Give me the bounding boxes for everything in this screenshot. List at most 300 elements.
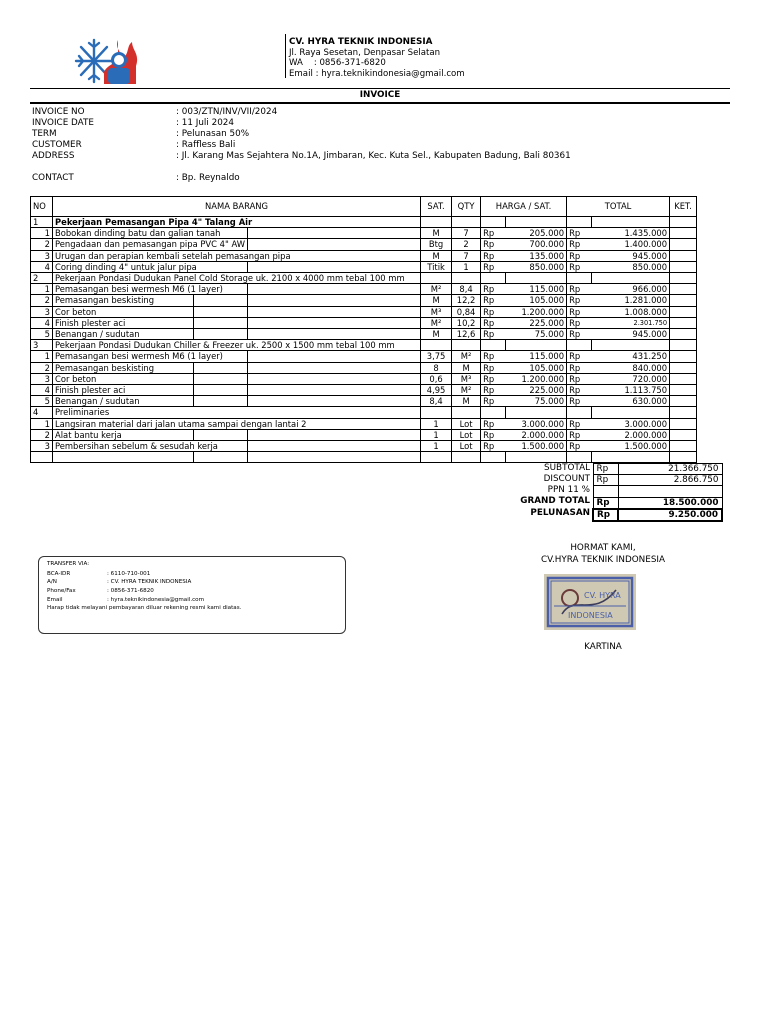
- signature-block: [508, 542, 698, 566]
- meta-value: : Raffless Bali: [176, 140, 236, 150]
- meta-value: : 003/ZTN/INV/VII/2024: [176, 107, 278, 117]
- item-unit: 1: [421, 441, 452, 452]
- item-total: 945.000: [592, 250, 670, 261]
- meta-label: CUSTOMER: [32, 140, 82, 150]
- item-price: 225.000: [506, 317, 567, 328]
- item-total-currency: Rp: [567, 351, 592, 362]
- item-note: [670, 396, 697, 407]
- meta-label: INVOICE NO: [32, 107, 85, 117]
- header-price: HARGA / SAT.: [481, 197, 567, 217]
- empty-cell: [481, 340, 506, 351]
- table-row: [31, 306, 697, 317]
- item-total: 945.000: [592, 329, 670, 340]
- empty-cell: [248, 362, 421, 373]
- empty-cell: [193, 385, 247, 396]
- empty-cell: [248, 239, 421, 250]
- empty-cell: [248, 228, 421, 239]
- item-no: 2: [31, 362, 53, 373]
- empty-cell: [670, 217, 697, 228]
- transfer-value: : 0856-371-6820: [107, 588, 154, 594]
- item-no: 3: [31, 441, 53, 452]
- table-row: [31, 418, 697, 429]
- table-row: [31, 362, 697, 373]
- table-row: [31, 295, 697, 306]
- transfer-note: Harap tidak melayani pembayaran diluar rekening resmi kami diatas.: [47, 605, 242, 611]
- item-total-currency: Rp: [567, 295, 592, 306]
- item-total: 1.500.000: [592, 441, 670, 452]
- item-qty: M³: [452, 373, 481, 384]
- empty-cell: [567, 452, 592, 463]
- item-total-currency: Rp: [567, 228, 592, 239]
- item-price: 135.000: [506, 250, 567, 261]
- item-total: 720.000: [592, 373, 670, 384]
- item-price-currency: Rp: [481, 429, 506, 440]
- empty-cell: [592, 452, 670, 463]
- item-qty: M²: [452, 351, 481, 362]
- item-name: Cor beton: [53, 373, 194, 384]
- item-name: Coring dinding 4" untuk jalur pipa: [53, 261, 248, 272]
- meta-label: INVOICE DATE: [32, 118, 94, 128]
- item-no: 2: [31, 295, 53, 306]
- item-name: Pemasangan besi wermesh M6 (1 layer): [53, 284, 248, 295]
- empty-cell: [31, 452, 53, 463]
- empty-cell: [567, 407, 592, 418]
- item-no: 4: [31, 261, 53, 272]
- empty-cell: [421, 217, 452, 228]
- transfer-title: TRANSFER VIA:: [47, 561, 90, 567]
- item-total-currency: Rp: [567, 250, 592, 261]
- table-row: [31, 317, 697, 328]
- item-note: [670, 329, 697, 340]
- empty-cell: [452, 407, 481, 418]
- empty-cell: [193, 452, 247, 463]
- item-total: 630.000: [592, 396, 670, 407]
- item-total-currency: Rp: [567, 239, 592, 250]
- empty-cell: [670, 407, 697, 418]
- item-qty: M: [452, 396, 481, 407]
- item-no: 1: [31, 284, 53, 295]
- section-row: [31, 273, 697, 284]
- item-total: 1.008.000: [592, 306, 670, 317]
- totals-box: [592, 463, 747, 522]
- section-title: Pekerjaan Pondasi Dudukan Panel Cold Storage uk. 2100 x 4000 mm tebal 100 mm: [53, 273, 421, 284]
- signer-name: KARTINA: [584, 642, 622, 652]
- empty-cell: [506, 340, 567, 351]
- item-price-currency: Rp: [481, 373, 506, 384]
- ppn-label: PPN 11 %: [547, 485, 590, 495]
- empty-cell: [670, 273, 697, 284]
- item-note: [670, 385, 697, 396]
- empty-cell: [53, 452, 194, 463]
- item-price-currency: Rp: [481, 228, 506, 239]
- empty-cell: [193, 295, 247, 306]
- empty-cell: [481, 452, 506, 463]
- empty-cell: [248, 284, 421, 295]
- section-no: 1: [31, 217, 53, 228]
- item-unit: 1: [421, 429, 452, 440]
- transfer-value: : hyra.teknikindonesia@gmail.com: [107, 597, 205, 603]
- empty-cell: [481, 273, 506, 284]
- item-qty: 2: [452, 239, 481, 250]
- section-row: [31, 340, 697, 351]
- item-no: 3: [31, 250, 53, 261]
- empty-cell: [248, 261, 421, 272]
- item-price: 850.000: [506, 261, 567, 272]
- item-no: 4: [31, 317, 53, 328]
- meta-value: : Bp. Reynaldo: [176, 173, 240, 183]
- item-qty: 0,84: [452, 306, 481, 317]
- item-price-currency: Rp: [481, 418, 506, 429]
- meta-label: CONTACT: [32, 173, 74, 183]
- item-no: 1: [31, 228, 53, 239]
- item-total: 850.000: [592, 261, 670, 272]
- table-row: [31, 396, 697, 407]
- item-name: Cor beton: [53, 306, 194, 317]
- empty-cell: [452, 340, 481, 351]
- item-unit: 1: [421, 418, 452, 429]
- item-unit: Titik: [421, 261, 452, 272]
- item-qty: Lot: [452, 441, 481, 452]
- item-total-currency: Rp: [567, 261, 592, 272]
- item-total: 1.435.000: [592, 228, 670, 239]
- item-name: Finish plester aci: [53, 317, 194, 328]
- empty-cell: [248, 373, 421, 384]
- item-total-currency: Rp: [567, 441, 592, 452]
- item-total-currency: Rp: [567, 329, 592, 340]
- pelunasan-label: PELUNASAN: [530, 508, 590, 518]
- item-no: 5: [31, 396, 53, 407]
- item-price: 2.000.000: [506, 429, 567, 440]
- transfer-key: BCA-IDR: [47, 571, 71, 577]
- item-no: 1: [31, 351, 53, 362]
- item-total: 431.250: [592, 351, 670, 362]
- item-unit: 8: [421, 362, 452, 373]
- document-title: INVOICE: [359, 90, 401, 100]
- transfer-key: A/N: [47, 579, 57, 585]
- totals-row: [593, 497, 747, 509]
- item-qty: 12,2: [452, 295, 481, 306]
- item-name: Urugan dan perapian kembali setelah pemasangan pipa: [53, 250, 421, 261]
- meta-value: : Jl. Karang Mas Sejahtera No.1A, Jimbaran, Kec. Kuta Sel., Kabupaten Badung, Bali 80361: [176, 151, 571, 161]
- item-price: 225.000: [506, 385, 567, 396]
- item-name: Pemasangan besi wermesh M6 (1 layer): [53, 351, 248, 362]
- item-no: 3: [31, 306, 53, 317]
- item-price-currency: Rp: [481, 441, 506, 452]
- empty-cell: [421, 273, 452, 284]
- item-qty: Lot: [452, 429, 481, 440]
- table-row: [31, 329, 697, 340]
- item-unit: M: [421, 250, 452, 261]
- item-no: 5: [31, 329, 53, 340]
- item-total-currency: Rp: [567, 429, 592, 440]
- item-name: Pemasangan beskisting: [53, 295, 194, 306]
- item-unit: M²: [421, 284, 452, 295]
- header-unit: SAT.: [421, 197, 452, 217]
- item-note: [670, 351, 697, 362]
- transfer-key: Phone/Fax: [47, 588, 76, 594]
- empty-cell: [592, 340, 670, 351]
- grand-total-label: GRAND TOTAL: [520, 496, 590, 506]
- empty-cell: [506, 217, 567, 228]
- section-title: Preliminaries: [53, 407, 421, 418]
- empty-cell: [592, 407, 670, 418]
- item-note: [670, 317, 697, 328]
- item-name: Pembersihan sebelum & sesudah kerja: [53, 441, 248, 452]
- title-rule-bottom: [30, 102, 730, 104]
- empty-cell: [592, 273, 670, 284]
- item-unit: 8,4: [421, 396, 452, 407]
- item-unit: Btg: [421, 239, 452, 250]
- total-currency: Rp: [593, 497, 618, 509]
- item-price: 115.000: [506, 351, 567, 362]
- table-row: [31, 239, 697, 250]
- table-header-row: [31, 197, 697, 217]
- empty-cell: [248, 295, 421, 306]
- empty-cell: [567, 217, 592, 228]
- empty-cell: [452, 273, 481, 284]
- item-note: [670, 284, 697, 295]
- blank-row: [31, 452, 697, 463]
- item-note: [670, 362, 697, 373]
- table-row: [31, 284, 697, 295]
- table-row: [31, 351, 697, 362]
- item-no: 4: [31, 385, 53, 396]
- transfer-value: : CV. HYRA TEKNIK INDONESIA: [107, 579, 192, 585]
- company-logo: [74, 36, 142, 88]
- invoice-items-table: [30, 196, 697, 463]
- empty-cell: [193, 362, 247, 373]
- item-total-currency: Rp: [567, 362, 592, 373]
- item-total: 2.301.750: [592, 317, 670, 328]
- item-price-currency: Rp: [481, 329, 506, 340]
- item-unit: M: [421, 329, 452, 340]
- item-price: 75.000: [506, 396, 567, 407]
- item-unit: 4,95: [421, 385, 452, 396]
- company-email: Email : hyra.teknikindonesia@gmail.com: [289, 68, 465, 79]
- item-name: Benangan / sudutan: [53, 329, 194, 340]
- empty-cell: [248, 306, 421, 317]
- item-total: 3.000.000: [592, 418, 670, 429]
- item-total-currency: Rp: [567, 373, 592, 384]
- empty-cell: [193, 329, 247, 340]
- item-note: [670, 239, 697, 250]
- item-price: 700.000: [506, 239, 567, 250]
- company-info: [289, 37, 465, 79]
- item-price: 3.000.000: [506, 418, 567, 429]
- item-name: Langsiran material dari jalan utama sampai dengan lantai 2: [53, 418, 421, 429]
- item-note: [670, 373, 697, 384]
- empty-cell: [248, 329, 421, 340]
- empty-cell: [248, 429, 421, 440]
- transfer-info-box: [38, 556, 346, 634]
- item-qty: 8,4: [452, 284, 481, 295]
- item-price-currency: Rp: [481, 261, 506, 272]
- table-row: [31, 385, 697, 396]
- item-price: 105.000: [506, 362, 567, 373]
- item-total: 1.281.000: [592, 295, 670, 306]
- total-currency: Rp: [593, 509, 618, 521]
- empty-cell: [248, 452, 421, 463]
- empty-cell: [506, 407, 567, 418]
- empty-cell: [506, 273, 567, 284]
- transfer-value: : 6110-710-001: [107, 571, 151, 577]
- item-note: [670, 429, 697, 440]
- totals-row: [593, 509, 747, 521]
- table-row: [31, 441, 697, 452]
- section-row: [31, 407, 697, 418]
- item-price: 1.500.000: [506, 441, 567, 452]
- item-price: 1.200.000: [506, 306, 567, 317]
- item-total-currency: Rp: [567, 418, 592, 429]
- meta-label: ADDRESS: [32, 151, 75, 161]
- empty-cell: [670, 340, 697, 351]
- item-price-currency: Rp: [481, 295, 506, 306]
- company-stamp: [544, 574, 636, 630]
- item-total-currency: Rp: [567, 396, 592, 407]
- table-row: [31, 250, 697, 261]
- item-name: Pengadaan dan pemasangan pipa PVC 4" AW: [53, 239, 248, 250]
- empty-cell: [506, 452, 567, 463]
- header-qty: QTY: [452, 197, 481, 217]
- item-note: [670, 295, 697, 306]
- meta-value: : 11 Juli 2024: [176, 118, 234, 128]
- total-currency: Rp: [593, 475, 618, 486]
- item-price: 105.000: [506, 295, 567, 306]
- item-unit: M: [421, 295, 452, 306]
- item-note: [670, 250, 697, 261]
- totals-row: [593, 464, 747, 475]
- item-qty: 12,6: [452, 329, 481, 340]
- item-price: 115.000: [506, 284, 567, 295]
- empty-cell: [567, 273, 592, 284]
- item-qty: Lot: [452, 418, 481, 429]
- item-qty: 1: [452, 261, 481, 272]
- item-total: 2.000.000: [592, 429, 670, 440]
- item-price-currency: Rp: [481, 250, 506, 261]
- item-price: 1.200.000: [506, 373, 567, 384]
- item-qty: M²: [452, 385, 481, 396]
- item-price: 75.000: [506, 329, 567, 340]
- empty-cell: [193, 396, 247, 407]
- total-currency: Rp: [593, 464, 618, 475]
- item-qty: 10,2: [452, 317, 481, 328]
- item-price-currency: Rp: [481, 284, 506, 295]
- item-name: Alat bantu kerja: [53, 429, 194, 440]
- item-unit: 0,6: [421, 373, 452, 384]
- signature-company: CV.HYRA TEKNIK INDONESIA: [540, 555, 666, 565]
- item-total: 966.000: [592, 284, 670, 295]
- empty-cell: [481, 407, 506, 418]
- table-row: [31, 228, 697, 239]
- item-unit: M³: [421, 306, 452, 317]
- totals-row: [593, 475, 747, 486]
- table-row: [31, 261, 697, 272]
- empty-cell: [481, 217, 506, 228]
- section-title: Pekerjaan Pemasangan Pipa 4" Talang Air: [53, 217, 421, 228]
- empty-cell: [248, 317, 421, 328]
- item-unit: M: [421, 228, 452, 239]
- empty-cell: [248, 396, 421, 407]
- section-no: 4: [31, 407, 53, 418]
- empty-cell: [248, 351, 421, 362]
- table-row: [31, 429, 697, 440]
- item-total: 840.000: [592, 362, 670, 373]
- header-total: TOTAL: [567, 197, 670, 217]
- empty-cell: [592, 217, 670, 228]
- item-note: [670, 228, 697, 239]
- empty-cell: [248, 385, 421, 396]
- company-name: CV. HYRA TEKNIK INDONESIA: [289, 37, 433, 47]
- empty-cell: [193, 373, 247, 384]
- grand-total-value: 18.500.000: [618, 497, 722, 509]
- header-name: NAMA BARANG: [53, 197, 421, 217]
- item-total: 1.400.000: [592, 239, 670, 250]
- item-qty: M: [452, 362, 481, 373]
- empty-cell: [421, 340, 452, 351]
- item-price: 205.000: [506, 228, 567, 239]
- empty-cell: [567, 340, 592, 351]
- header-note: KET.: [670, 197, 697, 217]
- item-note: [670, 261, 697, 272]
- ppn-value: [618, 486, 722, 497]
- item-name: Pemasangan beskisting: [53, 362, 194, 373]
- item-name: Finish plester aci: [53, 385, 194, 396]
- meta-label: TERM: [32, 129, 57, 139]
- item-price-currency: Rp: [481, 239, 506, 250]
- pelunasan-value: 9.250.000: [618, 509, 722, 521]
- item-qty: 7: [452, 228, 481, 239]
- item-name: Benangan / sudutan: [53, 396, 194, 407]
- item-unit: 3,75: [421, 351, 452, 362]
- totals-row: [593, 486, 747, 497]
- total-currency: [593, 486, 618, 497]
- item-price-currency: Rp: [481, 306, 506, 317]
- discount-label: DISCOUNT: [543, 474, 590, 484]
- signature-greeting: HORMAT KAMI,: [570, 543, 636, 553]
- item-qty: 7: [452, 250, 481, 261]
- transfer-key: Email: [47, 597, 63, 603]
- empty-cell: [193, 429, 247, 440]
- item-price-currency: Rp: [481, 385, 506, 396]
- discount-value: 2.866.750: [618, 475, 722, 486]
- section-no: 2: [31, 273, 53, 284]
- item-no: 2: [31, 429, 53, 440]
- item-total: 1.113.750: [592, 385, 670, 396]
- company-address: Jl. Raya Sesetan, Denpasar Selatan: [289, 47, 441, 58]
- empty-cell: [421, 407, 452, 418]
- header-divider: [285, 34, 286, 78]
- item-note: [670, 418, 697, 429]
- subtotal-value: 21.366.750: [618, 464, 722, 475]
- section-row: [31, 217, 697, 228]
- section-title: Pekerjaan Pondasi Dudukan Chiller & Freezer uk. 2500 x 1500 mm tebal 100 mm: [53, 340, 421, 351]
- item-price-currency: Rp: [481, 317, 506, 328]
- section-no: 3: [31, 340, 53, 351]
- item-price-currency: Rp: [481, 396, 506, 407]
- meta-value: : Pelunasan 50%: [176, 129, 250, 139]
- empty-cell: [670, 452, 697, 463]
- item-total-currency: Rp: [567, 317, 592, 328]
- item-note: [670, 441, 697, 452]
- item-total-currency: Rp: [567, 385, 592, 396]
- svg-text:INDONESIA: INDONESIA: [568, 611, 613, 620]
- item-total-currency: Rp: [567, 306, 592, 317]
- svg-text:CV. HYRA: CV. HYRA: [584, 591, 621, 600]
- item-no: 3: [31, 373, 53, 384]
- company-wa: WA : 0856-371-6820: [289, 58, 386, 69]
- empty-cell: [452, 452, 481, 463]
- empty-cell: [421, 452, 452, 463]
